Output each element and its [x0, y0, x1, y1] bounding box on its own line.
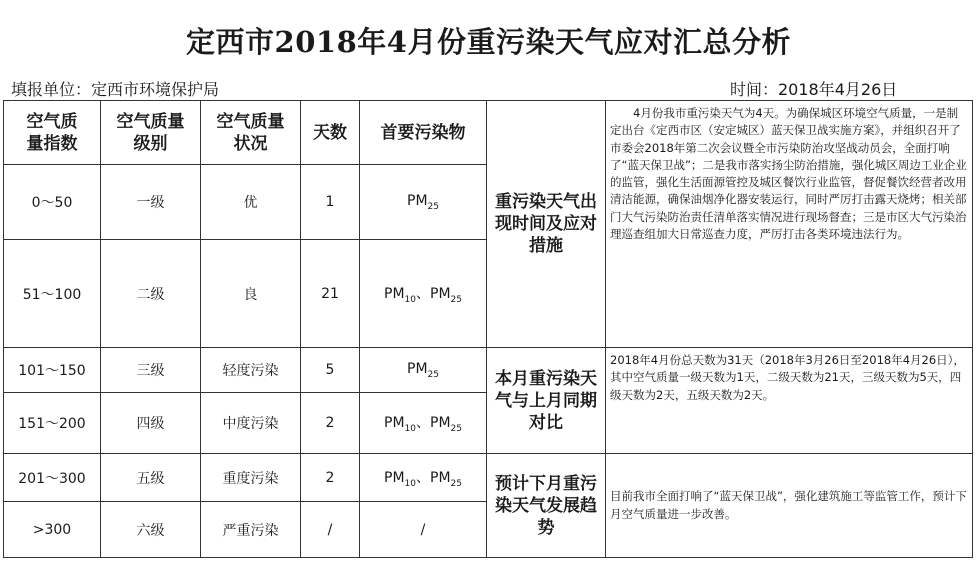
- table-row-status: 优: [201, 165, 301, 240]
- report-date: 时间：2018年4月26日: [730, 80, 898, 99]
- section-label-measures: 重污染天气出现时间及应对措施: [487, 101, 606, 348]
- table-row-pollutant: $PM_{25}$: [360, 348, 487, 393]
- table-row-level: 五级: [101, 454, 201, 502]
- section-text-comparison: 2018年4月份总天数为31天（2018年3月26日至2018年4月26日），其中空气质量一级天数为1天，二级天数为21天，三级天数为5天，四级天数为2天，五级天数为2天。: [606, 348, 973, 454]
- table-row-status: 中度污染: [201, 393, 301, 454]
- table-row-aqi: 151～200: [4, 393, 101, 454]
- table-row-aqi: 101～150: [4, 348, 101, 393]
- table-row-level: 三级: [101, 348, 201, 393]
- reporting-unit: 填报单位：定西市环境保护局: [11, 80, 220, 99]
- header-level: 空气质量级别: [101, 101, 201, 165]
- table-row-pollutant: $PM_{25}$: [360, 165, 487, 240]
- table-row-level: 六级: [101, 502, 201, 558]
- table-row-pollutant: $PM_{10}$、$PM_{25}$: [360, 240, 487, 348]
- table-row-pollutant: $PM_{10}$、$PM_{25}$: [360, 393, 487, 454]
- table-row-level: 二级: [101, 240, 201, 348]
- table-row-aqi: 201～300: [4, 454, 101, 502]
- table-row-aqi: 51～100: [4, 240, 101, 348]
- page-title: 定西市2018年4月份重污染天气应对汇总分析: [186, 25, 791, 59]
- table-row-level: 一级: [101, 165, 201, 240]
- table-row-status: 良: [201, 240, 301, 348]
- table-row-status: 轻度污染: [201, 348, 301, 393]
- section-label-forecast: 预计下月重污染天气发展趋势: [487, 454, 606, 558]
- section-text-measures: 4月份我市重污染天气为4天。为确保城区环境空气质量，一是制定出台《定西市区（安定城区）蓝天保卫战实施方案》，并组织召开了市委会2018年第二次会议暨全市污染防治攻坚战动员会，全面打响了“蓝天保卫战”；二是我市落实扬尘防治措施，强化城区周边工业企业的监管，强化生活面源管控及城区餐饮行业监管，督促餐饮经营者改用清洁能源，确保油烟净化器安装运行，同时严厉打击露天烧烤；相关部门大气污染防治责任清单落实情况进行现场督查；三是市区大气污染治理巡查组加大日常巡查力度，严厉打击各类环境违法行为。: [606, 101, 973, 348]
- table-row-aqi: >300: [4, 502, 101, 558]
- table-row-status: 严重污染: [201, 502, 301, 558]
- header-days: 天数: [301, 101, 360, 165]
- table-row-days: 1: [301, 165, 360, 240]
- table-row-days: 21: [301, 240, 360, 348]
- section-label-comparison: 本月重污染天气与上月同期对比: [487, 348, 606, 454]
- header-status: 空气质量状况: [201, 101, 301, 165]
- section-text-forecast: 目前我市全面打响了“蓝天保卫战”，强化建筑施工等监管工作，预计下月空气质量进一步改善。: [606, 454, 973, 558]
- table-row-days: 2: [301, 393, 360, 454]
- header-aqi: 空气质量指数: [4, 101, 101, 165]
- summary-table: [3, 100, 973, 558]
- table-row-status: 重度污染: [201, 454, 301, 502]
- table-row-level: 四级: [101, 393, 201, 454]
- table-row-pollutant: /: [360, 502, 487, 558]
- table-row-pollutant: $PM_{10}$、$PM_{25}$: [360, 454, 487, 502]
- table-row-days: 5: [301, 348, 360, 393]
- header-pollutant: 首要污染物: [360, 101, 487, 165]
- table-row-days: 2: [301, 454, 360, 502]
- table-row-aqi: 0～50: [4, 165, 101, 240]
- table-row-days: /: [301, 502, 360, 558]
